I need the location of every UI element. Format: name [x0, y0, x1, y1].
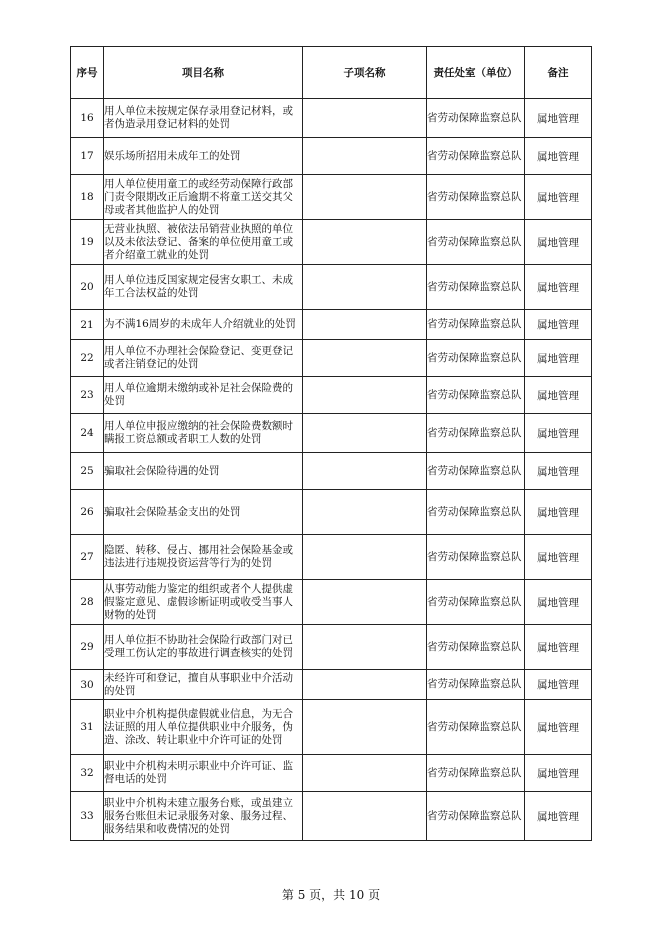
table-row: [71, 175, 592, 220]
row-note: 属地管理: [525, 220, 592, 265]
table-row: [71, 414, 592, 453]
row-note: 属地管理: [525, 700, 592, 755]
row-item-name: 职业中介机构未建立服务台账，或虽建立服务台账但未记录服务对象、服务过程、服务结果和收费情况的处罚: [104, 792, 303, 841]
row-note: 属地管理: [525, 99, 592, 138]
row-responsible-dept: 省劳动保障监察总队: [427, 792, 525, 841]
row-item-name: 隐匿、转移、侵占、挪用社会保险基金或违法进行违规投资运营等行为的处罚: [104, 535, 303, 580]
row-item-name: 从事劳动能力鉴定的组织或者个人提供虚假鉴定意见、虚假诊断证明或收受当事人财物的处罚: [104, 580, 303, 625]
row-note: 属地管理: [525, 535, 592, 580]
row-note: 属地管理: [525, 670, 592, 700]
row-index: 33: [71, 792, 104, 841]
table-row: [71, 138, 592, 175]
row-responsible-dept: 省劳动保障监察总队: [427, 535, 525, 580]
row-sub-item: [303, 99, 427, 138]
row-index: 17: [71, 138, 104, 175]
row-index: 28: [71, 580, 104, 625]
row-item-name: 用人单位未按规定保存录用登记材料，或者伪造录用登记材料的处罚: [104, 99, 303, 138]
table-row: [71, 453, 592, 490]
row-responsible-dept: 省劳动保障监察总队: [427, 220, 525, 265]
table-row: [71, 99, 592, 138]
row-note: 属地管理: [525, 175, 592, 220]
row-index: 22: [71, 340, 104, 377]
row-item-name: 职业中介机构提供虚假就业信息，为无合法证照的用人单位提供职业中介服务，伪造、涂改、转让职业中介许可证的处罚: [104, 700, 303, 755]
row-note: 属地管理: [525, 625, 592, 670]
row-index: 30: [71, 670, 104, 700]
row-sub-item: [303, 535, 427, 580]
row-responsible-dept: 省劳动保障监察总队: [427, 453, 525, 490]
row-index: 21: [71, 310, 104, 340]
row-sub-item: [303, 220, 427, 265]
row-note: 属地管理: [525, 340, 592, 377]
row-sub-item: [303, 490, 427, 535]
row-sub-item: [303, 453, 427, 490]
row-item-name: 用人单位申报应缴纳的社会保险费数额时瞒报工资总额或者职工人数的处罚: [104, 414, 303, 453]
row-item-name: 未经许可和登记，擅自从事职业中介活动的处罚: [104, 670, 303, 700]
header-row: [71, 47, 592, 99]
row-item-name: 职业中介机构未明示职业中介许可证、监督电话的处罚: [104, 755, 303, 792]
table-row: [71, 535, 592, 580]
row-responsible-dept: 省劳动保障监察总队: [427, 580, 525, 625]
table-row: [71, 792, 592, 841]
row-item-name: 为不满16周岁的未成年人介绍就业的处罚: [104, 310, 303, 340]
row-item-name: 用人单位使用童工的或经劳动保障行政部门责令限期改正后逾期不将童工送交其父母或者其他监护人的处罚: [104, 175, 303, 220]
row-index: 31: [71, 700, 104, 755]
row-item-name: 用人单位违反国家规定侵害女职工、未成年工合法权益的处罚: [104, 265, 303, 310]
row-responsible-dept: 省劳动保障监察总队: [427, 138, 525, 175]
row-index: 18: [71, 175, 104, 220]
row-sub-item: [303, 340, 427, 377]
row-index: 29: [71, 625, 104, 670]
table-row: [71, 625, 592, 670]
row-responsible-dept: 省劳动保障监察总队: [427, 700, 525, 755]
row-item-name: 用人单位不办理社会保险登记、变更登记或者注销登记的处罚: [104, 340, 303, 377]
row-index: 25: [71, 453, 104, 490]
row-index: 19: [71, 220, 104, 265]
row-sub-item: [303, 755, 427, 792]
table-row: [71, 310, 592, 340]
row-note: 属地管理: [525, 377, 592, 414]
header-responsible-dept: 责任处室（单位）: [427, 47, 525, 99]
row-note: 属地管理: [525, 265, 592, 310]
table-row: [71, 580, 592, 625]
row-sub-item: [303, 792, 427, 841]
row-note: 属地管理: [525, 453, 592, 490]
row-responsible-dept: 省劳动保障监察总队: [427, 340, 525, 377]
row-sub-item: [303, 700, 427, 755]
row-index: 24: [71, 414, 104, 453]
table-row: [71, 377, 592, 414]
header-index: 序号: [71, 47, 104, 99]
row-index: 27: [71, 535, 104, 580]
row-note: 属地管理: [525, 414, 592, 453]
row-item-name: 骗取社会保险基金支出的处罚: [104, 490, 303, 535]
header-note: 备注: [525, 47, 592, 99]
row-note: 属地管理: [525, 755, 592, 792]
row-responsible-dept: 省劳动保障监察总队: [427, 625, 525, 670]
row-item-name: 用人单位逾期未缴纳或补足社会保险费的处罚: [104, 377, 303, 414]
row-sub-item: [303, 265, 427, 310]
row-item-name: 娱乐场所招用未成年工的处罚: [104, 138, 303, 175]
header-sub-item: 子项名称: [303, 47, 427, 99]
row-responsible-dept: 省劳动保障监察总队: [427, 175, 525, 220]
row-responsible-dept: 省劳动保障监察总队: [427, 490, 525, 535]
row-index: 20: [71, 265, 104, 310]
table-row: [71, 700, 592, 755]
table-row: [71, 340, 592, 377]
row-responsible-dept: 省劳动保障监察总队: [427, 99, 525, 138]
row-responsible-dept: 省劳动保障监察总队: [427, 377, 525, 414]
row-note: 属地管理: [525, 310, 592, 340]
header-item-name: 项目名称: [104, 47, 303, 99]
row-sub-item: [303, 310, 427, 340]
row-responsible-dept: 省劳动保障监察总队: [427, 670, 525, 700]
row-sub-item: [303, 625, 427, 670]
row-sub-item: [303, 377, 427, 414]
table-body: [71, 99, 592, 841]
row-item-name: 无营业执照、被依法吊销营业执照的单位以及未依法登记、备案的单位使用童工或者介绍童工就业的处罚: [104, 220, 303, 265]
row-note: 属地管理: [525, 792, 592, 841]
row-sub-item: [303, 414, 427, 453]
table-row: [71, 265, 592, 310]
penalty-items-table: [70, 46, 592, 841]
row-index: 23: [71, 377, 104, 414]
row-index: 32: [71, 755, 104, 792]
row-sub-item: [303, 138, 427, 175]
row-responsible-dept: 省劳动保障监察总队: [427, 755, 525, 792]
row-note: 属地管理: [525, 580, 592, 625]
table-row: [71, 755, 592, 792]
row-sub-item: [303, 670, 427, 700]
row-responsible-dept: 省劳动保障监察总队: [427, 414, 525, 453]
table-row: [71, 670, 592, 700]
row-sub-item: [303, 175, 427, 220]
table-row: [71, 490, 592, 535]
row-responsible-dept: 省劳动保障监察总队: [427, 310, 525, 340]
row-index: 16: [71, 99, 104, 138]
row-index: 26: [71, 490, 104, 535]
row-item-name: 骗取社会保险待遇的处罚: [104, 453, 303, 490]
row-note: 属地管理: [525, 490, 592, 535]
row-item-name: 用人单位拒不协助社会保险行政部门对已受理工伤认定的事故进行调查核实的处罚: [104, 625, 303, 670]
row-note: 属地管理: [525, 138, 592, 175]
row-responsible-dept: 省劳动保障监察总队: [427, 265, 525, 310]
row-sub-item: [303, 580, 427, 625]
page-footer: 第 5 页，共 10 页: [281, 888, 381, 902]
table-row: [71, 220, 592, 265]
